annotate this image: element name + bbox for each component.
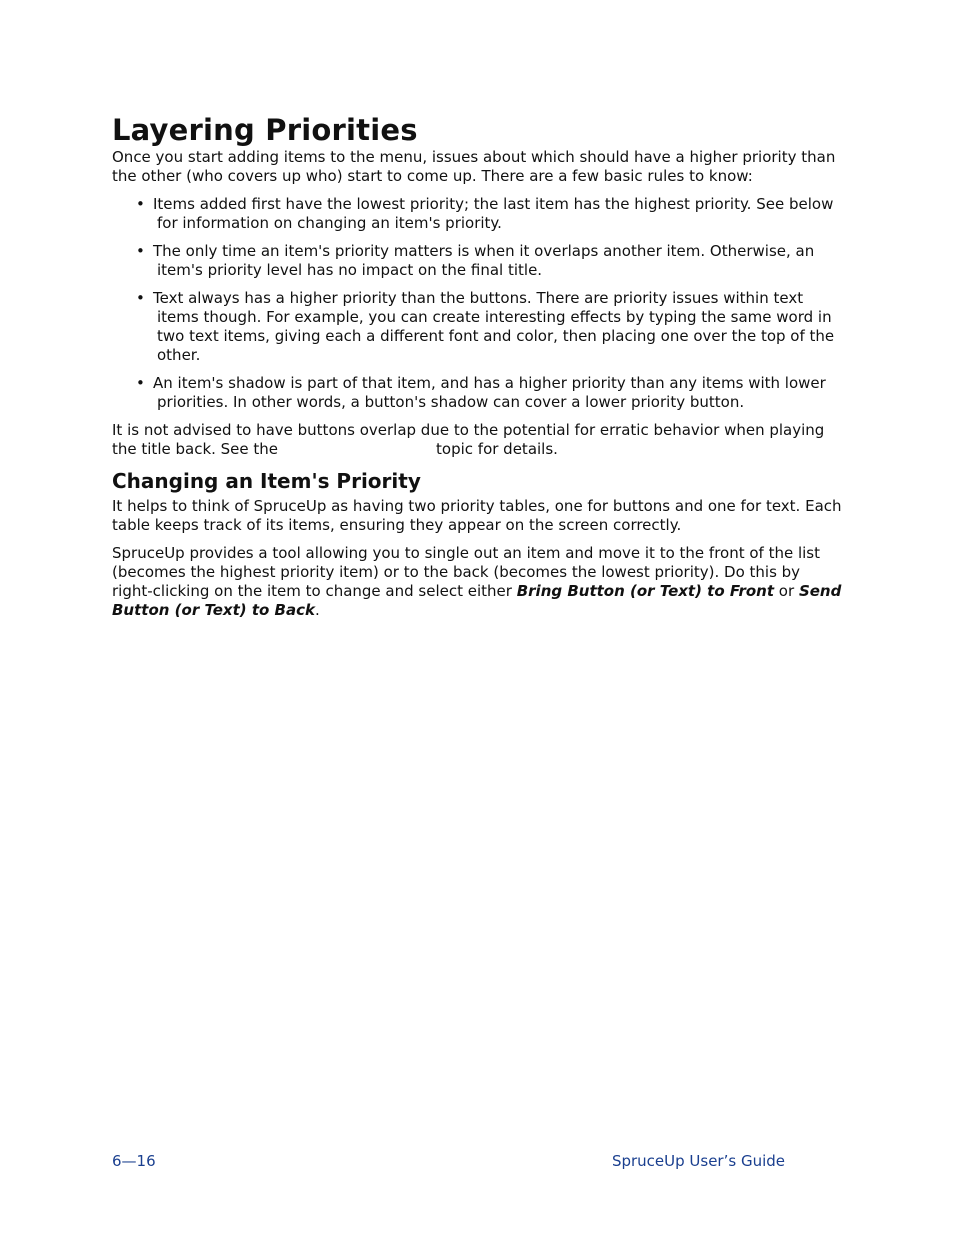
intro-paragraph: Once you start adding items to the menu, issues about which should have a higher priority than the other (who covers up who) start to come up. There are a few basic rules to know:: [112, 148, 836, 185]
section-heading: Changing an Item's Priority: [112, 469, 421, 493]
bullet-icon: •: [136, 242, 145, 260]
page-title: Layering Priorities: [112, 113, 418, 147]
list-item-text: An item's shadow is part of that item, and has a higher priority than any items with lower priorities. In other words, a button's shadow can cover a lower priority button.: [153, 374, 826, 411]
advice-text-before: It is not advised to have buttons overlap due to the potential for erratic behavior when playing the title back. See the: [112, 421, 825, 458]
send-to-back-command: Send Button (or Text) to Back: [112, 582, 842, 619]
guide-title: SpruceUp User’s Guide: [611, 1152, 785, 1170]
para2-text: SpruceUp provides a tool allowing you to single out an item and move it to the front of the list (becomes the highest priority item) or to the back (becomes the lowest priority). Do this by right-clicking on the item to change and select either: [112, 544, 821, 600]
advice-paragraph: [112, 421, 842, 459]
rules-list: [112, 195, 842, 412]
advice-text-after: topic for details.: [436, 440, 558, 458]
bullet-icon: •: [136, 374, 145, 392]
list-item: [112, 195, 842, 233]
list-item: [112, 374, 842, 412]
list-item-text: Items added first have the lowest priority; the last item has the highest priority. See below for information on changing an item's priority.: [153, 195, 834, 232]
page-number: 6—16: [112, 1152, 156, 1170]
section-paragraph-2: [112, 544, 842, 620]
or-word: or: [778, 582, 795, 600]
list-item-text: The only time an item's priority matters is when it overlaps another item. Otherwise, an item's priority level has no impact on the final title.: [153, 242, 815, 279]
list-item: [112, 289, 842, 365]
list-item: [112, 242, 842, 280]
document-page: [112, 112, 842, 629]
bring-to-front-command: Bring Button (or Text) to Front: [516, 582, 775, 600]
period: .: [314, 601, 320, 619]
bullet-icon: •: [136, 195, 145, 213]
list-item-text: Text always has a higher priority than the buttons. There are priority issues within text items though. For example, you can create interesting effects by typing the same word in two text items, giving each a different font and color, then placing one over the top of the other.: [153, 289, 835, 364]
bullet-icon: •: [136, 289, 145, 307]
section-paragraph-1: It helps to think of SpruceUp as having two priority tables, one for buttons and one for text. Each table keeps track of its items, ensuring they appear on the screen correctly.: [112, 497, 842, 534]
